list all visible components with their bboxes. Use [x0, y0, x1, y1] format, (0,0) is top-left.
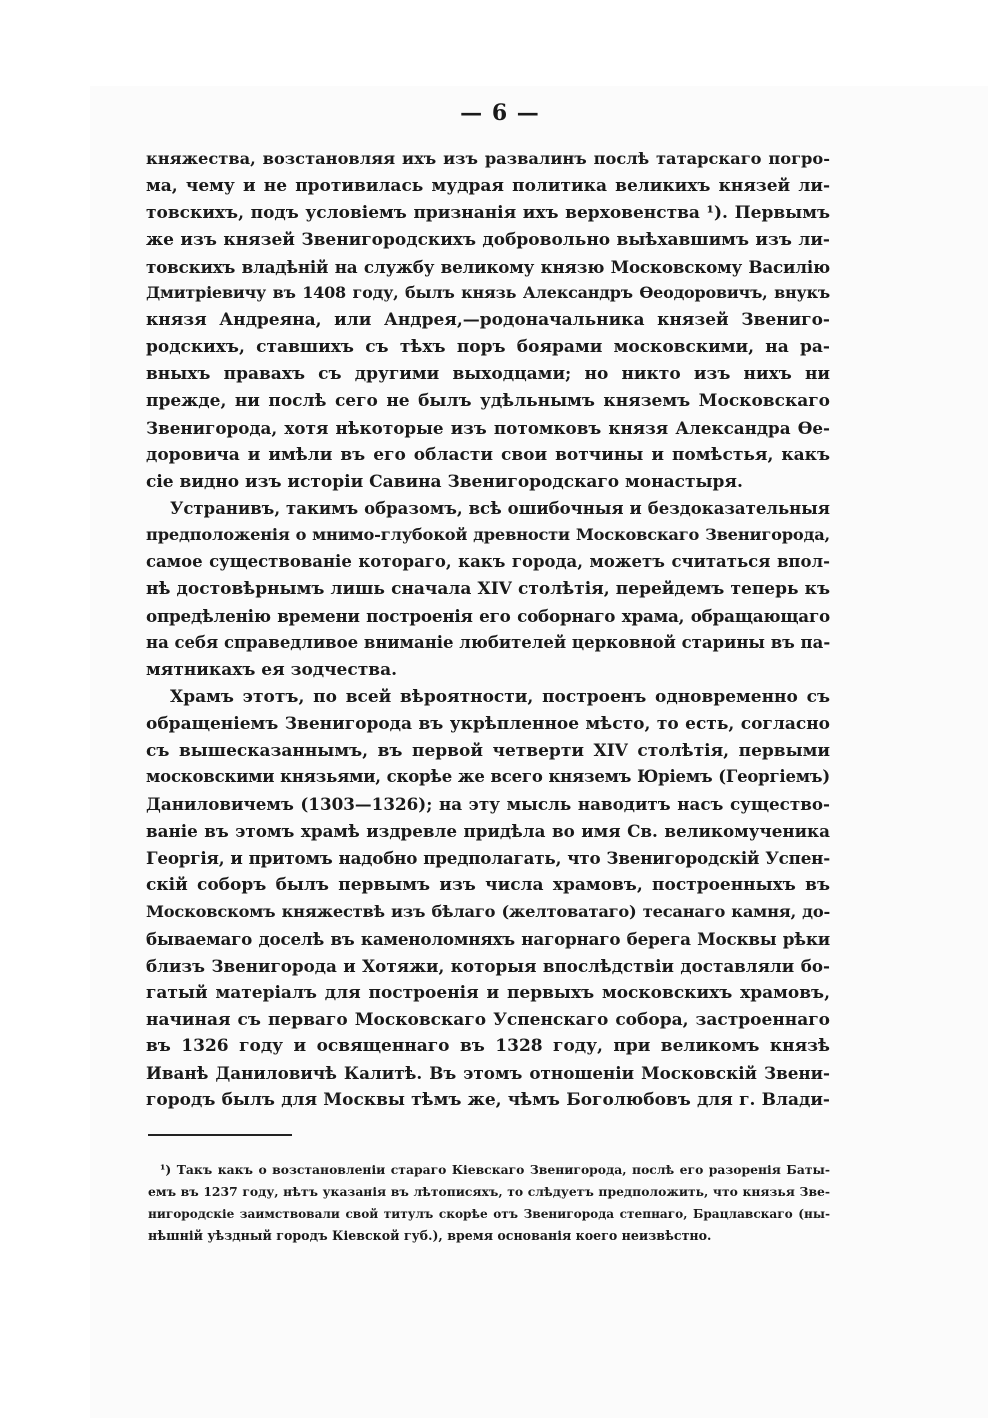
text-line: вныхъ правахъ съ другими выходцами; но никто изъ нихъ ни [146, 364, 830, 385]
text-line: сіе видно изъ исторіи Савина Звенигородскаго монастыря. [146, 471, 743, 492]
text-line: Звенигорода, хотя нѣкоторые изъ потомковъ князя Александра Ѳе- [146, 417, 830, 438]
text-line: ваніе въ этомъ храмѣ издревле придѣла во имя Св. великомученика [146, 821, 830, 842]
footnote [148, 1159, 830, 1247]
text-line: Храмъ этотъ, по всей вѣроятности, построенъ одновременно съ [170, 686, 830, 707]
text-line: князя Андреяна, или Андрея,—родоначальника князей Звениго- [146, 310, 830, 331]
text-line: княжества, возстановляя ихъ изъ развалинъ послѣ татарскаго погро- [146, 149, 830, 168]
footnote-line: ¹) Такъ какъ о возстановленіи стараго Кіевскаго Звенигорода, послѣ его разоренія Баты- [160, 1162, 830, 1177]
page-number: — 6 — [460, 100, 540, 126]
text-line: Иванѣ Даниловичѣ Калитѣ. Въ этомъ отношеніи Московскій Звени- [146, 1063, 830, 1084]
text-line: въ 1326 году и освященнаго въ 1328 году, при великомъ князѣ [146, 1036, 830, 1057]
text-line: самое существованіе котораго, какъ города, можетъ считаться впол- [146, 552, 830, 572]
text-line: гатый матеріалъ для построенія и первыхъ московскихъ храмовъ, [146, 982, 830, 1003]
text-line: московскими князьями, скорѣе же всего княземъ Юріемъ (Георгіемъ) [146, 767, 830, 787]
text-line: близъ Звенигорода и Хотяжи, которыя впослѣдствіи доставляли бо- [146, 955, 830, 976]
text-line: родскихъ, ставшихъ съ тѣхъ поръ боярами московскими, на ра- [146, 337, 830, 358]
main-text [146, 146, 830, 1114]
text-line: опредѣленію времени построенія его соборнаго храма, обращающаго [146, 606, 830, 627]
text-line: Московскомъ княжествѣ изъ бѣлаго (желтоватаго) тесанаго камня, до- [146, 901, 830, 921]
text-line: предположенія о мнимо-глубокой древности Московскаго Звенигорода, [146, 525, 830, 545]
text-line: товскихъ, подъ условіемъ признанія ихъ верховенства ¹). Первымъ [146, 202, 830, 223]
text-line: Дмитріевичу въ 1408 году, былъ князь Александръ Ѳеодоровичъ, внукъ [146, 283, 830, 303]
text-line: городъ былъ для Москвы тѣмъ же, чѣмъ Боголюбовъ для г. Влади- [146, 1090, 830, 1111]
footnote-line: емъ въ 1237 году, нѣтъ указанія въ лѣтописяхъ, то слѣдуетъ предположить, что князья Зве- [148, 1184, 830, 1199]
footnote-line: нигородскіе заимствовали свой титулъ скорѣе отъ Звенигорода степнаго, Брацлавскаго (ны- [148, 1207, 830, 1221]
text-line: доровича и имѣли въ его области свои вотчины и помѣстья, какъ [146, 444, 830, 465]
text-line: прежде, ни послѣ сего не былъ удѣльнымъ княземъ Московскаго [146, 391, 830, 412]
text-line: нѣ достовѣрнымъ лишь сначала XIV столѣтія, перейдемъ теперь къ [146, 579, 830, 600]
text-line: обращеніемъ Звенигорода въ укрѣпленное мѣсто, то есть, согласно [146, 713, 830, 734]
text-line: на себя справедливое вниманіе любителей церковной старины въ па- [146, 633, 831, 653]
text-line: мятникахъ ея зодчества. [146, 659, 397, 680]
text-line: съ вышесказаннымъ, въ первой четверти XIV столѣтія, первыми [146, 740, 830, 761]
text-line: Устранивъ, такимъ образомъ, всѣ ошибочныя и бездоказательныя [170, 498, 830, 518]
text-line: Даниловичемъ (1303—1326); на эту мысль наводитъ насъ существо- [146, 794, 830, 815]
text-line: ма, чему и не противилась мудрая политика великихъ князей ли- [146, 175, 830, 196]
text-line: начиная съ перваго Московскаго Успенскаго собора, застроеннаго [146, 1009, 830, 1030]
text-line: товскихъ владѣній на службу великому князю Московскому Василію [146, 256, 830, 277]
text-line: же изъ князей Звенигородскихъ добровольно выѣхавшимъ изъ ли- [146, 229, 830, 250]
text-line: скій соборъ былъ первымъ изъ числа храмовъ, построенныхъ въ [146, 875, 830, 896]
footnote-line: нѣшній уѣздный городъ Кіевской губ.), время основанія коего неизвѣстно. [148, 1228, 712, 1243]
text-line: бываемаго доселѣ въ каменоломняхъ нагорнаго берега Москвы рѣки [146, 928, 830, 949]
text-line: Георгія, и притомъ надобно предполагать, что Звенигородскій Успен- [146, 848, 830, 869]
footnote-separator [148, 1134, 292, 1136]
